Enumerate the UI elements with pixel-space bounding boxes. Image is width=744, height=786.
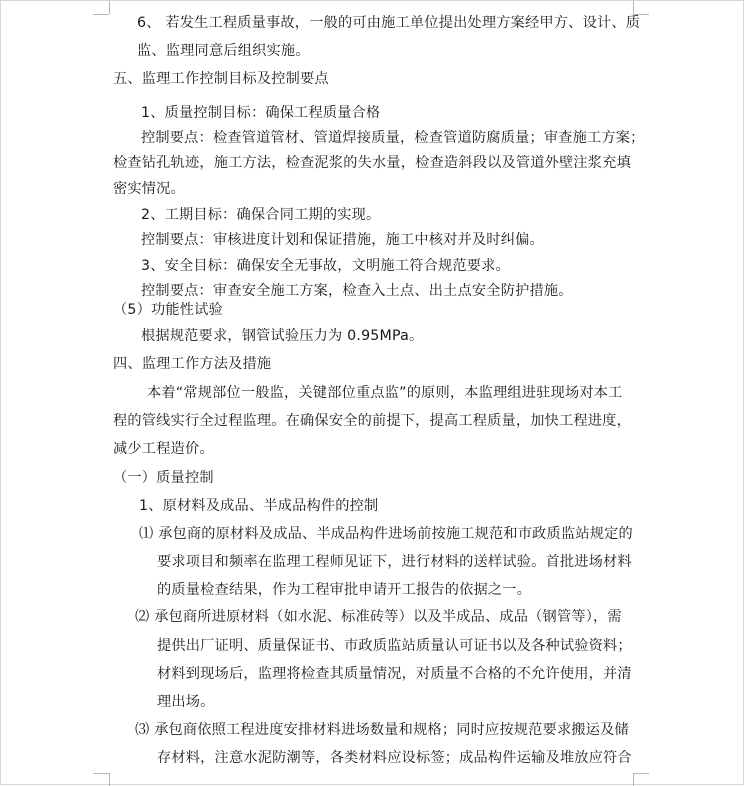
text-line: 6、 若发生工程质量事故，一般的可由施工单位提出处理方案经甲方、设计、质: [137, 15, 641, 31]
text-line: 存材料，注意水泥防潮等，各类材料应设标签；成品构件运输及堆放应符合: [157, 750, 632, 766]
text-line: 2、工期目标：确保合同工期的实现。: [141, 207, 381, 223]
section-heading: 四、监理工作方法及措施: [113, 356, 272, 372]
list-item: ⑶ 承包商依照工程进度安排材料进场数量和规格；同时应按规范要求搬运及储: [135, 722, 629, 738]
text-line: 密实情况。: [113, 181, 185, 197]
text-line: 监、监理同意后组织实施。: [137, 43, 310, 59]
text-line: 根据规范要求，钢管试验压力为 0.95MPa。: [141, 328, 424, 344]
text-line: 3、安全目标：确保安全无事故，文明施工符合规范要求。: [141, 258, 510, 274]
text-line: 提供出厂证明、质量保证书、市政质监站质量认可证书以及各种试验资料；: [157, 638, 632, 654]
text-line: 的质量检查结果，作为工程审批申请开工报告的依据之一。: [157, 582, 532, 598]
text-line: 控制要点：审核进度计划和保证措施，施工中核对并及时纠偏。: [141, 232, 544, 248]
text-line: 控制要点：检查管道管材、管道焊接质量，检查管道防腐质量；审查施工方案；: [141, 130, 645, 146]
text-line: 减少工程造价。: [113, 441, 214, 457]
text-line: 材料到现场后，监理将检查其质量情况，对质量不合格的不允许使用，并清: [157, 666, 632, 682]
text-line: 程的管线实行全过程监理。在确保安全的前提下，提高工程质量，加快工程进度，: [113, 413, 631, 429]
crop-mark-bottom-right-h: [633, 773, 649, 775]
text-line: 理出场。: [157, 694, 215, 710]
text-line: 1、质量控制目标：确保工程质量合格: [141, 105, 381, 121]
text-line: 检查钻孔轨迹，施工方法，检查泥浆的失水量，检查造斜段以及管道外壁注浆充填: [113, 155, 631, 171]
text-line: 要求项目和频率在监理工程师见证下，进行材料的送样试验。首批进场材料: [157, 554, 632, 570]
crop-mark-top-left-h: [93, 13, 109, 15]
subsection-heading: （5）功能性试验: [113, 302, 223, 318]
subsection-heading: （一）质量控制: [113, 470, 214, 486]
text-line: 本着“常规部位一般监，关键部位重点监”的原则，本监理组进驻现场对本工: [147, 385, 623, 401]
text-line: 控制要点：审查安全施工方案，检查入土点、出土点安全防护措施。: [141, 283, 573, 299]
text-line: 1、原材料及成品、半成品构件的控制: [139, 498, 379, 514]
list-item: ⑴ 承包商的原材料及成品、半成品构件进场前按施工规范和市政质监站规定的: [139, 526, 633, 542]
crop-mark-bottom-left-h: [93, 773, 109, 775]
section-heading: 五、监理工作控制目标及控制要点: [113, 71, 329, 87]
list-item: ⑵ 承包商所进原材料（如水泥、标准砖等）以及半成品、成品（钢管等），需: [135, 609, 622, 625]
